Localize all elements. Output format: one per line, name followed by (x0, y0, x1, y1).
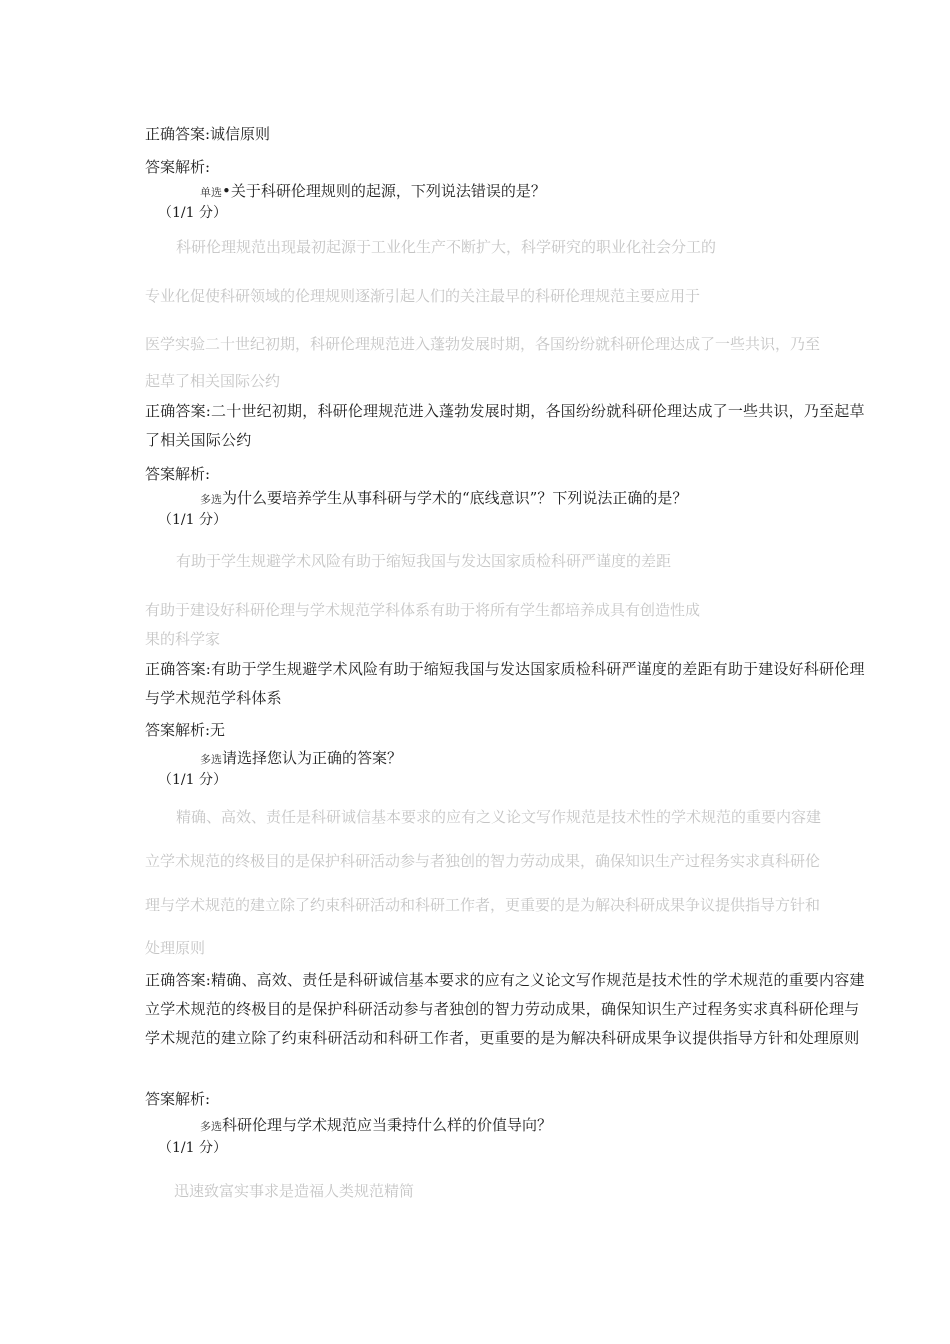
question-stem (200, 181, 546, 203)
option-text: 有助于学生规避学术风险有助于缩短我国与发达国家质检科研严谨度的差距 (176, 552, 672, 570)
correct-answer: 正确答案:有助于学生规避学术风险有助于缩短我国与发达国家质检科研严谨度的差距有助于建设好科研伦理与学术规范学科体系 (145, 660, 865, 707)
question-score: （1/1 分） (158, 205, 227, 221)
correct-answer: 正确答案:二十世纪初期，科研伦理规范进入蓬勃发展时期，各国纷纷就科研伦理达成了一些共识，乃至起草了相关国际公约 (145, 402, 865, 449)
question-stem (200, 1115, 552, 1137)
answer-explanation: 答案解析:无 (145, 721, 226, 739)
option-text: 精确、高效、责任是科研诚信基本要求的应有之义论文写作规范是技术性的学术规范的重要内容建 (176, 808, 822, 826)
question-text: 请选择您认为正确的答案？ (222, 749, 403, 767)
option-text: 理与学术规范的建立除了约束科研活动和科研工作者，更重要的是为解决科研成果争议提供指导方针和 (145, 896, 821, 914)
question-stem (200, 748, 402, 770)
option-text: 医学实验二十世纪初期，科研伦理规范进入蓬勃发展时期，各国纷纷就科研伦理达成了一些共识，乃至 (145, 335, 821, 353)
option-text: 处理原则 (145, 939, 206, 957)
question-score: （1/1 分） (158, 1140, 227, 1156)
question-text: •关于科研伦理规则的起源，下列说法错误的是？ (222, 182, 546, 200)
option-text: 迅速致富实事求是造福人类规范精简 (174, 1182, 415, 1200)
question-stem (200, 488, 687, 510)
question-text: 科研伦理与学术规范应当秉持什么样的价值导向？ (222, 1116, 553, 1134)
question-type: 单选 (200, 186, 222, 199)
answer-explanation: 答案解析: (145, 465, 211, 483)
option-text: 有助于建设好科研伦理与学术规范学科体系有助于将所有学生都培养成具有创造性成 (145, 601, 701, 619)
option-text: 专业化促使科研领域的伦理规则逐渐引起人们的关注最早的科研伦理规范主要应用于 (145, 287, 701, 305)
answer-explanation: 答案解析: (145, 1090, 211, 1108)
question-type: 多选 (200, 1120, 222, 1133)
question-type: 多选 (200, 753, 222, 766)
answer-explanation: 答案解析: (145, 158, 211, 176)
option-text: 立学术规范的终极目的是保护科研活动参与者独创的智力劳动成果，确保知识生产过程务实求真科研伦 (145, 852, 821, 870)
option-text: 科研伦理规范出现最初起源于工业化生产不断扩大，科学研究的职业化社会分工的 (176, 238, 717, 256)
question-score: （1/1 分） (158, 772, 227, 788)
question-text: 为什么要培养学生从事科研与学术的“底线意识”？下列说法正确的是？ (222, 489, 688, 507)
correct-answer: 正确答案:精确、高效、责任是科研诚信基本要求的应有之义论文写作规范是技术性的学术规范的重要内容建立学术规范的终极目的是保护科研活动参与者独创的智力劳动成果，确保知识生产过程务实求真科研伦理与学术规范的建立除了约束科研活动和科研工作者，更重要的是为解决科研成果争议提供指导方针和处理原则 (145, 971, 865, 1047)
question-score: （1/1 分） (158, 512, 227, 528)
correct-answer: 正确答案:诚信原则 (145, 125, 271, 143)
question-type: 多选 (200, 493, 222, 506)
option-text: 果的科学家 (145, 630, 221, 648)
option-text: 起草了相关国际公约 (145, 372, 281, 390)
